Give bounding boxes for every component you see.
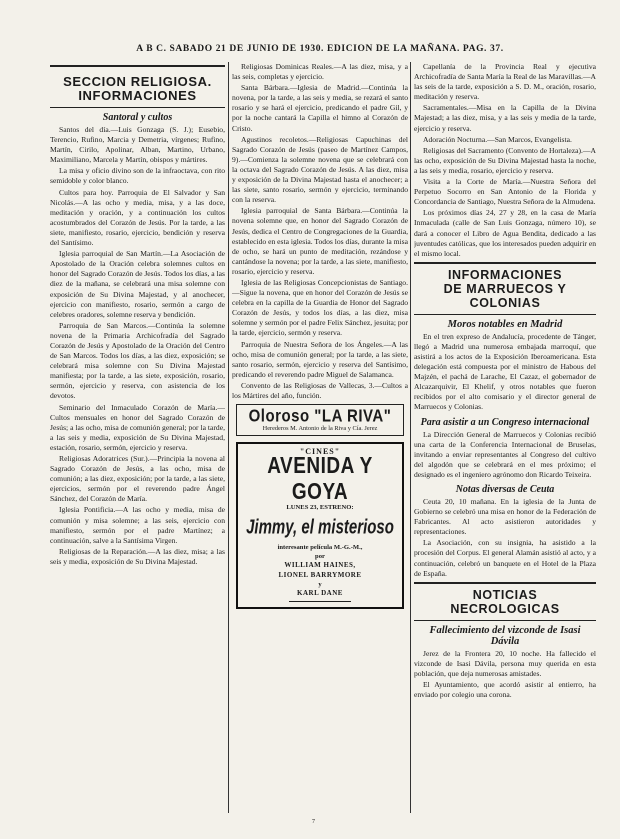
article-paragraph: Iglesia parroquial de San Martín.—La Asociación de Apostolado de la Oración celebra solemnes cultos en honor del Sagrado Corazón de Jesús. Todos los días, a las diez de la mañana, se celebrará una misa solemne con exposición de Su Divina Majestad, y al anochecer, ejercicio con manifiesto, rosario, sermón a cargo de celebres oradores, solemne reserva y bendición. xyxy=(50,249,225,319)
section-rule xyxy=(414,620,596,621)
section-title-line-2: DE MARRUECOS Y xyxy=(443,281,567,296)
article-paragraph: Iglesia de las Religiosas Concepcionistas de Santiago.—Sigue la novena, que en honor del Corazón de Jesús se celebra en la capilla de la Guardia de Honor del Sagrado Corazón de Jesús, y todos los días, a las diez, misa solemne y sermón por el padre Felix Sánchez, jesuita; por la tarde, ejercicio, sermón y reserva. xyxy=(232,277,408,338)
ad-actor-conj: y xyxy=(318,581,322,589)
article-paragraph: El Ayuntamiento, que acordó asistir al entierro, ha enviado por colegio una corona. xyxy=(414,680,596,700)
ad-oloroso-name: Oloroso "LA RIVA" xyxy=(248,406,392,427)
page-header: A B C. SABADO 21 DE JUNIO DE 1930. EDICION DE LA MAÑANA. PAG. 37. xyxy=(136,44,504,54)
article-paragraph: Religiosas Dominicas Reales.—A las diez, misa, y a las seis, completas y ejercicio. xyxy=(232,62,408,82)
section-title-line-1: NOTICIAS xyxy=(472,587,538,602)
article-paragraph: La Dirección General de Marruecos y Colonias recibió una carta de la Conferencia Internacional de Bruselas, invitando a enviar representantes al Congreso del cultivo del algodón que se celebrará en el mes próximo; el designado es el ingeniero agrónomo don Ricardo Teixeira. xyxy=(414,429,596,479)
section-title-religiosa xyxy=(50,75,225,103)
subhead-vizconde: Fallecimiento del vizconde de Isasi Dávila xyxy=(429,624,581,647)
subhead-congreso: Para asistir a un Congreso internacional xyxy=(420,416,590,428)
subhead-moros: Moros notables en Madrid xyxy=(447,318,563,330)
section-title-line-1: INFORMACIONES xyxy=(447,267,563,282)
article-paragraph: Sacramentales.—Misa en la Capilla de la Divina Majestad; a las diez, misa, y a las seis y media de la tarde, ejercicio y reserva. xyxy=(414,103,596,133)
article-paragraph: Santa Bárbara.—Iglesia de Madrid.—Continúa la novena, por la tarde, a las seis y media, se rezará el santo rosario y se hará el ejercicio, predicando el padre Gil, y por la noche cantará la Capilla el himno al Corazón de Cristo. xyxy=(232,83,408,133)
section-title-line-3: COLONIAS xyxy=(469,295,541,310)
article-paragraph: Visita a la Corte de María.—Nuestra Señora del Perpetuo Socorro en San Antonio de la Florida y Concordancia de Santiago, Nuestra Señora de la Almudena. xyxy=(414,177,596,207)
section-title-necrologicas xyxy=(414,588,596,616)
article-paragraph: Iglesia Pontificia.—A las ocho y media, misa de comunión y misa solemne; a las seis, ejercicio con manifiesto, sermón por el padre Martínez; a continuación, salve a la Santísima Virgen. xyxy=(50,505,225,545)
article-paragraph: Parroquia de Nuestra Señora de los Ángeles.—A las ocho, misa de comunión general; por la tarde, a las siete, santo rosario, sermón, ejercicio y reserva del Santísimo, predicando el reverendo padre Miguel de Salamanca. xyxy=(232,339,408,379)
ad-cinema-name: AVENIDA Y GOYA xyxy=(267,453,373,506)
article-paragraph: Cultos para hoy. Parroquia de El Salvador y San Nicolás.—A las ocho y media, misa, y a las doce, meditación y oración, y a continuación los cultos acostumbrados del Corazón de Jesús. Por la tarde, a las siete, manifiesto, rosario, ejercicio, bendición y reserva del Santísimo. xyxy=(50,187,225,248)
ad-film-title: Jimmy, el misterioso xyxy=(246,516,394,540)
article-paragraph: La misa y oficio divino son de la infraoctava, con rito semidoble y color blanco. xyxy=(50,166,225,186)
article-paragraph: En el tren expreso de Andalucía, procedente de Tánger, llegó a Madrid una numerosa embajada marroquí, que asistirá a los actos de la Exposición Iberoamericana. Esta delegación está compuesta por el ministro de Habous del Majzén, el pachá de Larache, El Cazaz, el gobernador de Alcazarquivir, El Khelif, y otros notables que fueron recibidos por el alto comisario y el director general de Marruecos y Colonias. xyxy=(414,331,596,412)
ad-actor-3: KARL DANE xyxy=(297,589,343,598)
article-paragraph: Capellanía de la Provincia Real y ejecutiva Archicofradía de Santa María la Real de las Maravillas.—A las seis de la tarde, exposición a S. D. M., oración, rosario, meditación y reserva. xyxy=(414,62,596,102)
article-paragraph: Santos del día.—Luis Gonzaga (S. J.); Eusebio, Terencio, Rufino, Marcia y Demetria, vírgenes; Rufino, Martín, Cirilo, Apolinar, Alban, Martino, Urbano, Maximiliano, Marcela y Martín, obispos y mártires. xyxy=(50,125,225,165)
article-paragraph: Los próximos días 24, 27 y 28, en la casa de María Inmaculada (calle de San Luis Gonzaga, número 10), se dará a conocer el Libro de Agua Bendita, dedicado a las juventudes católicas, que los interesados pueden adquirir en el mismo local. xyxy=(414,208,596,258)
section-top-rule xyxy=(50,65,225,67)
ad-actor-2: LIONEL BARRYMORE xyxy=(278,570,362,579)
ad-film-desc: interesante película M.-G.-M., xyxy=(277,544,363,552)
subhead-ceuta: Notas diversas de Ceuta xyxy=(455,484,555,495)
section-top-rule xyxy=(414,582,596,584)
subhead-santoral: Santoral y cultos xyxy=(102,112,173,123)
article-paragraph: Agustinos recoletos.—Religiosas Capuchinas del Sagrado Corazón de Jesús (paseo de Martínez Campos, 9).—Comienza la solemne novena que se celebrará con la octava del Sagrado Corazón de Jesús. A las diez, misa y exposición de la Divina Majestad hasta el anochecer; a las siete, santo rosario, sermón y ejercicio, terminando con la reserva. xyxy=(232,134,408,205)
column-rule-1 xyxy=(228,62,229,813)
section-title-line-2: NECROLOGICAS xyxy=(450,601,560,616)
article-paragraph: Ceuta 20, 10 mañana. En la iglesia de la Junta de Gobierno se celebró una misa en honor de la Federación de Fabricantes. Al acto asistieron autoridades y representaciones. xyxy=(414,497,596,537)
article-paragraph: Seminario del Inmaculado Corazón de María.—Cultos mensuales en honor del Sagrado Corazón de Jesús; a las ocho, misa de comunión general; por la tarde, a las seis y media, exposición de Su Divina Majestad, estación, rosario, sermón, ejercicio y reserva. xyxy=(50,402,225,452)
article-paragraph: Religiosas de la Reparación.—A las diez, misa; a las seis y media, exposición de Su Divina Majestad. xyxy=(50,546,225,566)
section-top-rule xyxy=(414,262,596,264)
page-mark: 7 xyxy=(312,819,315,825)
ad-cinema-date: LUNES 23, ESTRENO: xyxy=(286,504,354,512)
section-title-line-2: INFORMACIONES xyxy=(78,88,197,103)
advertisement-oloroso xyxy=(236,404,404,436)
article-paragraph: Adoración Nocturna.—San Marcos, Evangelista. xyxy=(423,134,572,144)
ad-oloroso-line: Herederos M. Antonio de la Riva y Cía. Jerez xyxy=(262,425,378,433)
column-2 xyxy=(232,62,408,817)
ad-cines-label: "CINES" xyxy=(299,447,341,457)
article-paragraph: Jerez de la Frontera 20, 10 noche. Ha fallecido el vizconde de Isasi Dávila, persona muy querida en esta población, que deja numerosas amistades. xyxy=(414,648,596,678)
column-1 xyxy=(50,62,225,817)
column-3 xyxy=(414,62,596,817)
section-title-line-1: SECCION RELIGIOSA. xyxy=(63,74,212,89)
article-paragraph: La Asociación, con su insignia, ha asistido a la procesión del Corpus. El general Alamán asistió al acto, y a continuación, celebró un banquete en el Hotel de la Plaza de España. xyxy=(414,538,596,578)
ad-bottom-rule xyxy=(289,601,351,602)
article-paragraph: Iglesia parroquial de Santa Bárbara.—Continúa la novena solemne que, en honor del Sagrado Corazón de Jesús, dedica el Centro de Congregaciones de la Guardia, establecido en esta iglesia. Todos los días, durante la misa de ocho, se hará un punto de meditación, rezándose y cantándose la novena; por la tarde, a las siete, manifiesto, rosario, ejercicio y reserva. xyxy=(232,206,408,276)
ad-actor-1: WILLIAM HAINES, xyxy=(284,561,356,570)
ad-film-desc-2: por xyxy=(315,553,325,561)
article-paragraph: Convento de las Religiosas de Vallecas, 3.—Cultos a los Mártires del año, función. xyxy=(232,380,408,400)
section-title-marruecos xyxy=(414,268,596,310)
article-paragraph: Religiosas del Sacramento (Convento de Hortaleza).—A las ocho, exposición de Su Divina Majestad hasta la noche, a las seis y media, rosario, ejercicio y reserva. xyxy=(414,145,596,175)
section-rule xyxy=(414,314,596,315)
section-rule xyxy=(50,107,225,108)
article-paragraph: Parroquia de San Marcos.—Continúa la solemne novena de la Primaria Archicofradía del Sagrado Corazón de Jesús y Apostolado de la Oración del Centro de San Marcos. Todos los días, a las diez, exposición; se celebrará misa solemne con Su Divina Majestad manifiesta; por la tarde, a las siete, exposición, rosario, sermón, ejercicio y reserva, con asistencia de los devotos. xyxy=(50,320,225,401)
advertisement-cinema xyxy=(236,442,404,609)
column-rule-2 xyxy=(410,62,411,813)
article-paragraph: Religiosas Adoratrices (Sur.).—Principia la novena al Sagrado Corazón de Jesús, a las ocho, misa de comunión; a las diez, exposición; por la tarde, a las siete, ejercicios, sermón por el reverendo padre Ángel Sánchez, del Corazón de María. xyxy=(50,454,225,504)
